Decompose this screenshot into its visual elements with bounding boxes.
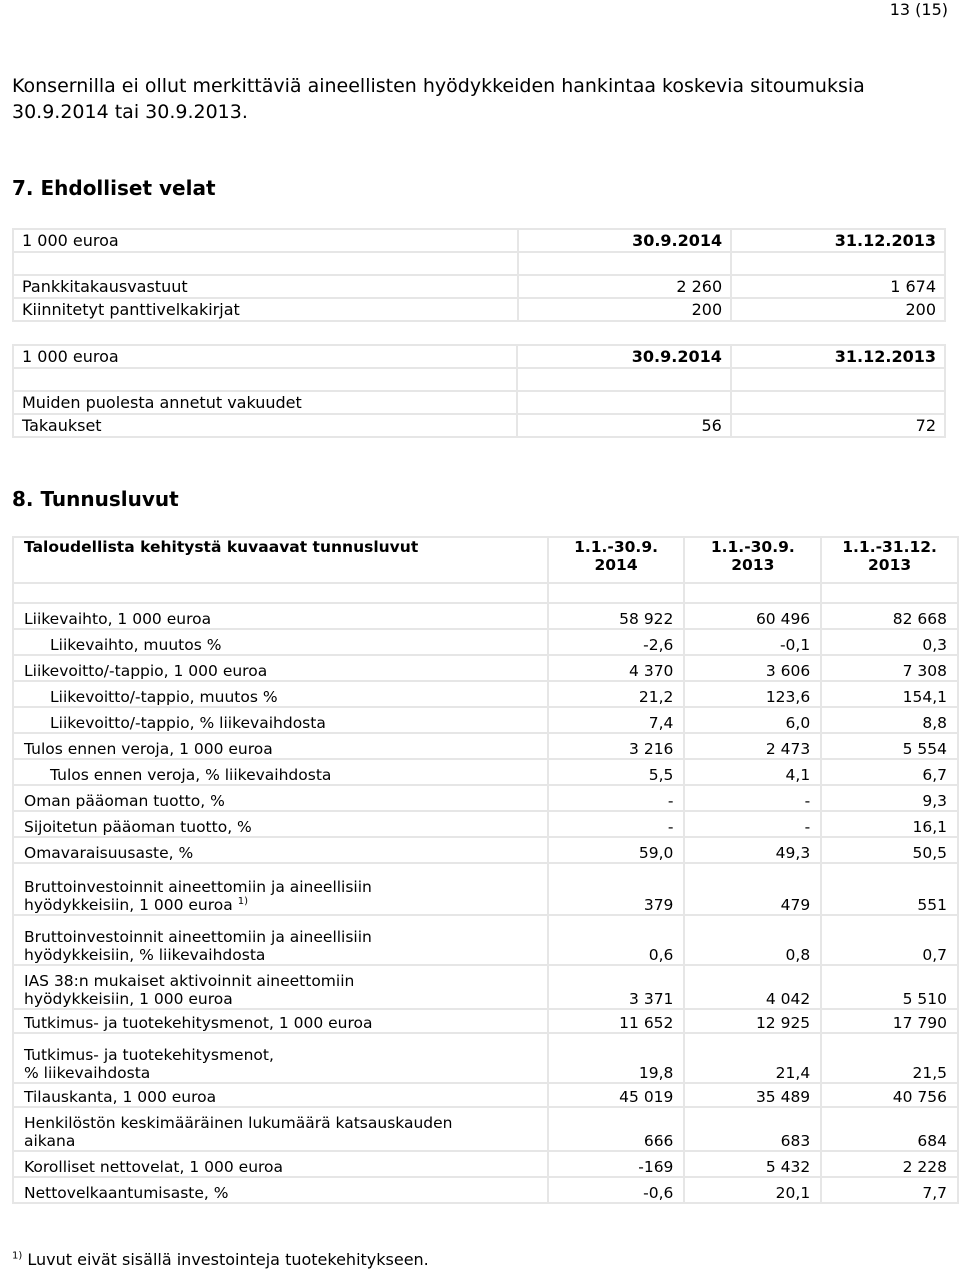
row-label: Bruttoinvestoinnit aineettomiin ja aineellisiin hyödykkeisiin, 1 000 euroa $^{1)}$ [13,863,548,915]
cell-value: 20,1 [684,1177,821,1203]
column-header: 30.9.2014 [517,345,731,368]
cell-value: 200 [731,298,945,321]
row-label: Liikevoitto/-tappio, muutos % [13,681,548,707]
table-row [13,298,945,321]
table-row [13,785,958,811]
table-row [13,414,945,437]
row-label: Kiinnitetyt panttivelkakirjat [13,298,518,321]
table-row [13,759,958,785]
cell-value: 7,4 [548,707,685,733]
table-row [13,603,958,629]
table-row [13,655,958,681]
cell-value: 0,7 [821,915,958,965]
footnote-ref: 1) [237,895,248,907]
cell-value: 683 [684,1107,821,1151]
row-label: Nettovelkaantumisaste, % [13,1177,548,1203]
cell-value: 2 473 [684,733,821,759]
table-row [13,1177,958,1203]
row-label: Omavaraisuusaste, % [13,837,548,863]
cell-value: 4 370 [548,655,685,681]
cell-value: - [684,785,821,811]
row-label: Henkilöstön keskimääräinen lukumäärä katsauskauden aikana [13,1107,548,1151]
cell-value: -2,6 [548,629,685,655]
row-label: Tutkimus- ja tuotekehitysmenot, % liikevaihdosta [13,1033,548,1083]
cell-value: 379 [548,863,685,915]
cell-value: 40 756 [821,1083,958,1107]
cell-value: -169 [548,1151,685,1177]
spacer-row [13,252,945,275]
cell-value: 200 [518,298,732,321]
row-label: Liikevoitto/-tappio, % liikevaihdosta [13,707,548,733]
cell-value: 5 554 [821,733,958,759]
row-label: Korolliset nettovelat, 1 000 euroa [13,1151,548,1177]
column-header: 31.12.2013 [731,345,945,368]
cell-value: 3 371 [548,965,685,1009]
table-row [13,1033,958,1083]
cell-value: 4,1 [684,759,821,785]
cell-value: 684 [821,1107,958,1151]
table-row [13,681,958,707]
cell-value: 17 790 [821,1009,958,1033]
cell-value: 72 [731,414,945,437]
table-row [13,707,958,733]
row-label: IAS 38:n mukaiset aktivoinnit aineettomiin hyödykkeisiin, 1 000 euroa [13,965,548,1009]
cell-value: 50,5 [821,837,958,863]
cell-value: 5 510 [821,965,958,1009]
row-label: Liikevaihto, 1 000 euroa [13,603,548,629]
table-row [13,733,958,759]
cell-value: 45 019 [548,1083,685,1107]
column-header: 1.1.-31.12. 2013 [821,537,958,583]
cell-value: 49,3 [684,837,821,863]
cell-value: 7 308 [821,655,958,681]
table-row [13,811,958,837]
cell-value: 0,3 [821,629,958,655]
cell-value: 0,8 [684,915,821,965]
row-label: Liikevaihto, muutos % [13,629,548,655]
row-label: Tulos ennen veroja, % liikevaihdosta [13,759,548,785]
row-label: Muiden puolesta annetut vakuudet [13,391,517,414]
cell-value: 2 228 [821,1151,958,1177]
row-label: Tutkimus- ja tuotekehitysmenot, 1 000 euroa [13,1009,548,1033]
cell-value: 154,1 [821,681,958,707]
table-row [13,275,945,298]
cell-value: -0,1 [684,629,821,655]
table-row [13,965,958,1009]
cell-value: 2 260 [518,275,732,298]
cell-value: - [548,785,685,811]
footnote-text: Luvut eivät sisällä investointeja tuotekehitykseen. [27,1250,429,1269]
table-row [13,863,958,915]
cell-value: 3 216 [548,733,685,759]
column-header: 1.1.-30.9. 2014 [548,537,685,583]
row-label: Tilauskanta, 1 000 euroa [13,1083,548,1107]
cell-value: 82 668 [821,603,958,629]
cell-value: 666 [548,1107,685,1151]
row-label: Takaukset [13,414,517,437]
column-header: 1.1.-30.9. 2013 [684,537,821,583]
row-label: Oman pääoman tuotto, % [13,785,548,811]
table-header-row [13,345,945,368]
cell-value: 59,0 [548,837,685,863]
cell-value: 551 [821,863,958,915]
footnote-mark: 1) [12,1250,23,1262]
table-row [13,1151,958,1177]
guarantees-table [12,344,946,438]
table-header-row [13,537,958,583]
section-7-title: 7. Ehdolliset velat [12,176,216,200]
table-row [13,1107,958,1151]
cell-value: 12 925 [684,1009,821,1033]
cell-value: 3 606 [684,655,821,681]
contingent-liabilities-table [12,228,946,322]
cell-value: 21,5 [821,1033,958,1083]
key-figures-table [12,536,959,1204]
row-label: Pankkitakausvastuut [13,275,518,298]
column-header: 31.12.2013 [731,229,945,252]
table-row [13,837,958,863]
section-8-title: 8. Tunnusluvut [12,487,179,511]
cell-value: 6,0 [684,707,821,733]
cell-value: 4 042 [684,965,821,1009]
cell-value: - [684,811,821,837]
row-label: Tulos ennen veroja, 1 000 euroa [13,733,548,759]
cell-value: 479 [684,863,821,915]
cell-value: 60 496 [684,603,821,629]
cell-value: 6,7 [821,759,958,785]
cell-value: 123,6 [684,681,821,707]
cell-value: -0,6 [548,1177,685,1203]
cell-value [731,391,945,414]
cell-value: 35 489 [684,1083,821,1107]
table-row [13,629,958,655]
unit-label: 1 000 euroa [13,229,518,252]
spacer-row [13,583,958,603]
row-label: Sijoitetun pääoman tuotto, % [13,811,548,837]
cell-value: 9,3 [821,785,958,811]
cell-value: 5 432 [684,1151,821,1177]
cell-value: 5,5 [548,759,685,785]
cell-value: 21,2 [548,681,685,707]
page-number: 13 (15) [889,0,948,19]
column-header: 30.9.2014 [518,229,732,252]
unit-label: 1 000 euroa [13,345,517,368]
cell-value: 8,8 [821,707,958,733]
cell-value: 11 652 [548,1009,685,1033]
cell-value: 58 922 [548,603,685,629]
cell-value: 7,7 [821,1177,958,1203]
cell-value [517,391,731,414]
cell-value: 16,1 [821,811,958,837]
row-label: Liikevoitto/-tappio, 1 000 euroa [13,655,548,681]
footnote [12,1250,429,1269]
table-row [13,391,945,414]
spacer-row [13,368,945,391]
table-row [13,1083,958,1107]
table-header-row [13,229,945,252]
intro-paragraph: Konsernilla ei ollut merkittäviä aineellisten hyödykkeiden hankintaa koskevia sitoumuksia 30.9.2014 tai 30.9.2013. [12,75,865,123]
table-row [13,1009,958,1033]
cell-value: - [548,811,685,837]
table-heading: Taloudellista kehitystä kuvaavat tunnusluvut [13,537,548,583]
cell-value: 19,8 [548,1033,685,1083]
cell-value: 0,6 [548,915,685,965]
cell-value: 56 [517,414,731,437]
row-label: Bruttoinvestoinnit aineettomiin ja aineellisiin hyödykkeisiin, % liikevaihdosta [13,915,548,965]
key-figures-body [13,603,958,1203]
table-row [13,915,958,965]
cell-value: 21,4 [684,1033,821,1083]
cell-value: 1 674 [731,275,945,298]
